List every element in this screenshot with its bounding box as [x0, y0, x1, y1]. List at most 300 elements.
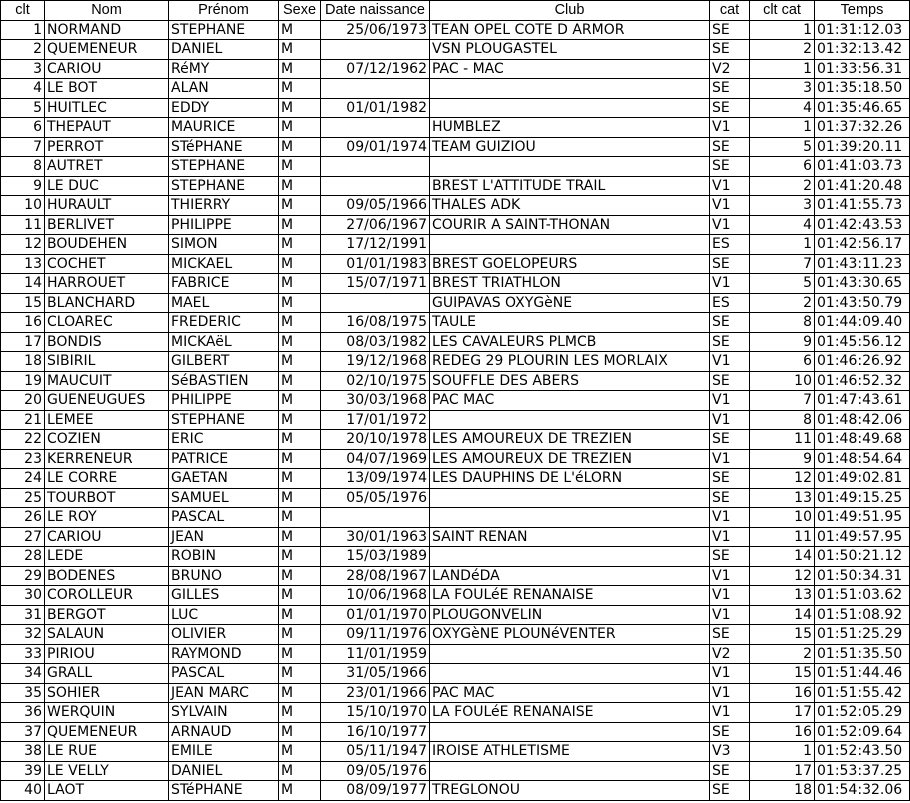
- cell-clt-cat: 6: [750, 157, 815, 177]
- cell-date-naissance: 30/03/1968: [321, 391, 430, 411]
- cell-prenom: RéMY: [169, 59, 279, 79]
- cell-nom: HARROUET: [45, 274, 169, 294]
- cell-clt: 11: [1, 215, 45, 235]
- cell-sexe: M: [279, 469, 321, 489]
- header-clt-cat: clt cat: [750, 1, 815, 21]
- cell-prenom: GAETAN: [169, 469, 279, 489]
- cell-nom: HUITLEC: [45, 98, 169, 118]
- cell-prenom: FREDERIC: [169, 313, 279, 333]
- cell-nom: QUEMENEUR: [45, 722, 169, 742]
- table-row: [1, 20, 910, 40]
- header-sexe: Sexe: [279, 1, 321, 21]
- cell-date-naissance: 19/12/1968: [321, 352, 430, 372]
- cell-cat: V1: [710, 703, 750, 723]
- cell-clt-cat: 5: [750, 274, 815, 294]
- table-row: [1, 703, 910, 723]
- cell-cat: SE: [710, 430, 750, 450]
- cell-date-naissance: 01/01/1982: [321, 98, 430, 118]
- cell-date-naissance: 16/10/1977: [321, 722, 430, 742]
- cell-nom: LEDE: [45, 547, 169, 567]
- cell-club: THALES ADK: [430, 196, 710, 216]
- cell-nom: GUENEUGUES: [45, 391, 169, 411]
- cell-clt: 31: [1, 605, 45, 625]
- cell-clt-cat: 16: [750, 683, 815, 703]
- cell-clt-cat: 10: [750, 508, 815, 528]
- cell-club: BREST GOELOPEURS: [430, 254, 710, 274]
- cell-sexe: M: [279, 781, 321, 801]
- table-row: [1, 449, 910, 469]
- cell-nom: LE ROY: [45, 508, 169, 528]
- table-row: [1, 625, 910, 645]
- table-row: [1, 586, 910, 606]
- table-row: [1, 430, 910, 450]
- cell-temps: 01:48:49.68: [815, 430, 910, 450]
- cell-club: OXYGèNE PLOUNéVENTER: [430, 625, 710, 645]
- cell-clt-cat: 2: [750, 176, 815, 196]
- cell-temps: 01:45:56.12: [815, 332, 910, 352]
- cell-cat: ES: [710, 235, 750, 255]
- cell-cat: SE: [710, 469, 750, 489]
- cell-prenom: STEPHANE: [169, 20, 279, 40]
- cell-temps: 01:51:08.92: [815, 605, 910, 625]
- cell-date-naissance: 20/10/1978: [321, 430, 430, 450]
- cell-sexe: M: [279, 430, 321, 450]
- cell-clt-cat: 1: [750, 742, 815, 762]
- cell-clt: 2: [1, 40, 45, 60]
- table-row: [1, 488, 910, 508]
- cell-temps: 01:46:52.32: [815, 371, 910, 391]
- cell-date-naissance: 16/08/1975: [321, 313, 430, 333]
- cell-clt-cat: 3: [750, 79, 815, 99]
- cell-club: PAC - MAC: [430, 59, 710, 79]
- cell-date-naissance: 31/05/1966: [321, 664, 430, 684]
- cell-clt-cat: 6: [750, 352, 815, 372]
- cell-clt: 28: [1, 547, 45, 567]
- cell-prenom: GILLES: [169, 586, 279, 606]
- cell-club: [430, 488, 710, 508]
- cell-clt-cat: 9: [750, 332, 815, 352]
- cell-clt-cat: 13: [750, 586, 815, 606]
- cell-prenom: OLIVIER: [169, 625, 279, 645]
- cell-sexe: M: [279, 449, 321, 469]
- cell-club: LA FOULéE RENANAISE: [430, 586, 710, 606]
- cell-clt-cat: 1: [750, 118, 815, 138]
- cell-clt: 9: [1, 176, 45, 196]
- cell-prenom: PHILIPPE: [169, 391, 279, 411]
- cell-temps: 01:33:56.31: [815, 59, 910, 79]
- cell-nom: SOHIER: [45, 683, 169, 703]
- cell-sexe: M: [279, 683, 321, 703]
- cell-temps: 01:43:30.65: [815, 274, 910, 294]
- cell-clt-cat: 8: [750, 410, 815, 430]
- cell-cat: SE: [710, 781, 750, 801]
- cell-nom: BERGOT: [45, 605, 169, 625]
- cell-date-naissance: 09/05/1976: [321, 761, 430, 781]
- cell-date-naissance: 10/06/1968: [321, 586, 430, 606]
- cell-clt: 7: [1, 137, 45, 157]
- cell-sexe: M: [279, 137, 321, 157]
- table-row: [1, 176, 910, 196]
- cell-date-naissance: [321, 176, 430, 196]
- cell-clt: 33: [1, 644, 45, 664]
- cell-sexe: M: [279, 196, 321, 216]
- cell-prenom: STéPHANE: [169, 781, 279, 801]
- cell-clt-cat: 16: [750, 722, 815, 742]
- cell-cat: SE: [710, 313, 750, 333]
- cell-prenom: MICKAëL: [169, 332, 279, 352]
- cell-clt-cat: 10: [750, 371, 815, 391]
- cell-sexe: M: [279, 527, 321, 547]
- cell-nom: SALAUN: [45, 625, 169, 645]
- cell-date-naissance: 08/09/1977: [321, 781, 430, 801]
- cell-date-naissance: 13/09/1974: [321, 469, 430, 489]
- cell-prenom: STEPHANE: [169, 157, 279, 177]
- cell-prenom: GILBERT: [169, 352, 279, 372]
- cell-cat: SE: [710, 547, 750, 567]
- cell-clt: 36: [1, 703, 45, 723]
- cell-date-naissance: 25/06/1973: [321, 20, 430, 40]
- cell-nom: PIRIOU: [45, 644, 169, 664]
- cell-sexe: M: [279, 547, 321, 567]
- cell-temps: 01:35:46.65: [815, 98, 910, 118]
- cell-prenom: SYLVAIN: [169, 703, 279, 723]
- cell-prenom: EMILE: [169, 742, 279, 762]
- cell-club: TEAM GUIZIOU: [430, 137, 710, 157]
- cell-sexe: M: [279, 293, 321, 313]
- table-row: [1, 664, 910, 684]
- cell-club: PAC MAC: [430, 683, 710, 703]
- cell-date-naissance: 08/03/1982: [321, 332, 430, 352]
- table-row: [1, 293, 910, 313]
- cell-date-naissance: 17/12/1991: [321, 235, 430, 255]
- cell-prenom: EDDY: [169, 98, 279, 118]
- cell-sexe: M: [279, 157, 321, 177]
- cell-sexe: M: [279, 215, 321, 235]
- cell-clt-cat: 7: [750, 391, 815, 411]
- cell-clt-cat: 9: [750, 449, 815, 469]
- cell-prenom: SIMON: [169, 235, 279, 255]
- cell-clt: 38: [1, 742, 45, 762]
- cell-clt-cat: 12: [750, 469, 815, 489]
- cell-club: LES DAUPHINS DE L'éLORN: [430, 469, 710, 489]
- cell-sexe: M: [279, 40, 321, 60]
- table-row: [1, 313, 910, 333]
- cell-clt-cat: 12: [750, 566, 815, 586]
- cell-cat: V1: [710, 664, 750, 684]
- cell-temps: 01:50:21.12: [815, 547, 910, 567]
- table-row: [1, 352, 910, 372]
- header-prenom: Prénom: [169, 1, 279, 21]
- cell-sexe: M: [279, 79, 321, 99]
- cell-sexe: M: [279, 254, 321, 274]
- cell-clt: 27: [1, 527, 45, 547]
- table-row: [1, 235, 910, 255]
- cell-club: [430, 410, 710, 430]
- cell-temps: 01:50:34.31: [815, 566, 910, 586]
- cell-date-naissance: 17/01/1972: [321, 410, 430, 430]
- cell-date-naissance: 09/11/1976: [321, 625, 430, 645]
- cell-cat: V1: [710, 566, 750, 586]
- cell-sexe: M: [279, 176, 321, 196]
- cell-temps: 01:39:20.11: [815, 137, 910, 157]
- cell-club: REDEG 29 PLOURIN LES MORLAIX: [430, 352, 710, 372]
- cell-cat: SE: [710, 137, 750, 157]
- cell-temps: 01:52:05.29: [815, 703, 910, 723]
- cell-temps: 01:42:43.53: [815, 215, 910, 235]
- cell-nom: COCHET: [45, 254, 169, 274]
- cell-cat: SE: [710, 254, 750, 274]
- cell-prenom: STEPHANE: [169, 410, 279, 430]
- cell-clt: 24: [1, 469, 45, 489]
- cell-nom: HURAULT: [45, 196, 169, 216]
- cell-clt: 17: [1, 332, 45, 352]
- cell-nom: LE BOT: [45, 79, 169, 99]
- cell-clt-cat: 3: [750, 196, 815, 216]
- cell-clt-cat: 13: [750, 488, 815, 508]
- header-temps: Temps: [815, 1, 910, 21]
- cell-cat: V1: [710, 605, 750, 625]
- cell-temps: 01:41:20.48: [815, 176, 910, 196]
- cell-date-naissance: 04/07/1969: [321, 449, 430, 469]
- cell-nom: BERLIVET: [45, 215, 169, 235]
- cell-club: PAC MAC: [430, 391, 710, 411]
- cell-cat: SE: [710, 20, 750, 40]
- cell-prenom: DANIEL: [169, 40, 279, 60]
- cell-clt: 3: [1, 59, 45, 79]
- cell-prenom: MICKAEL: [169, 254, 279, 274]
- cell-cat: V2: [710, 644, 750, 664]
- cell-sexe: M: [279, 761, 321, 781]
- cell-temps: 01:51:35.50: [815, 644, 910, 664]
- cell-clt-cat: 15: [750, 625, 815, 645]
- cell-temps: 01:41:03.73: [815, 157, 910, 177]
- cell-club: [430, 722, 710, 742]
- cell-clt-cat: 2: [750, 40, 815, 60]
- header-clt: clt: [1, 1, 45, 21]
- cell-nom: TOURBOT: [45, 488, 169, 508]
- cell-prenom: PASCAL: [169, 664, 279, 684]
- table-row: [1, 527, 910, 547]
- cell-prenom: PASCAL: [169, 508, 279, 528]
- cell-prenom: PHILIPPE: [169, 215, 279, 235]
- cell-clt-cat: 11: [750, 527, 815, 547]
- cell-nom: SIBIRIL: [45, 352, 169, 372]
- table-row: [1, 59, 910, 79]
- cell-clt: 40: [1, 781, 45, 801]
- cell-club: [430, 547, 710, 567]
- cell-clt: 37: [1, 722, 45, 742]
- cell-clt: 1: [1, 20, 45, 40]
- cell-cat: SE: [710, 157, 750, 177]
- cell-date-naissance: 30/01/1963: [321, 527, 430, 547]
- cell-date-naissance: 15/07/1971: [321, 274, 430, 294]
- cell-clt: 26: [1, 508, 45, 528]
- cell-nom: BONDIS: [45, 332, 169, 352]
- cell-club: [430, 664, 710, 684]
- cell-cat: ES: [710, 293, 750, 313]
- cell-cat: SE: [710, 98, 750, 118]
- cell-club: TAULE: [430, 313, 710, 333]
- cell-date-naissance: [321, 508, 430, 528]
- cell-clt: 34: [1, 664, 45, 684]
- cell-sexe: M: [279, 274, 321, 294]
- cell-temps: 01:54:32.06: [815, 781, 910, 801]
- cell-clt-cat: 14: [750, 605, 815, 625]
- cell-clt: 30: [1, 586, 45, 606]
- cell-sexe: M: [279, 118, 321, 138]
- cell-cat: V1: [710, 118, 750, 138]
- cell-club: SAINT RENAN: [430, 527, 710, 547]
- cell-cat: V1: [710, 683, 750, 703]
- cell-clt: 16: [1, 313, 45, 333]
- cell-clt: 6: [1, 118, 45, 138]
- cell-nom: BOUDEHEN: [45, 235, 169, 255]
- cell-clt-cat: 11: [750, 430, 815, 450]
- cell-clt: 20: [1, 391, 45, 411]
- cell-sexe: M: [279, 410, 321, 430]
- cell-cat: SE: [710, 761, 750, 781]
- cell-prenom: MAURICE: [169, 118, 279, 138]
- cell-prenom: SAMUEL: [169, 488, 279, 508]
- cell-club: BREST L'ATTITUDE TRAIL: [430, 176, 710, 196]
- cell-clt: 19: [1, 371, 45, 391]
- table-row: [1, 196, 910, 216]
- table-row: [1, 157, 910, 177]
- cell-clt-cat: 14: [750, 547, 815, 567]
- cell-prenom: STEPHANE: [169, 176, 279, 196]
- cell-temps: 01:35:18.50: [815, 79, 910, 99]
- cell-nom: COZIEN: [45, 430, 169, 450]
- cell-cat: V1: [710, 352, 750, 372]
- cell-clt: 25: [1, 488, 45, 508]
- cell-sexe: M: [279, 20, 321, 40]
- table-row: [1, 722, 910, 742]
- cell-sexe: M: [279, 703, 321, 723]
- cell-club: LA FOULéE RENANAISE: [430, 703, 710, 723]
- cell-prenom: THIERRY: [169, 196, 279, 216]
- cell-sexe: M: [279, 742, 321, 762]
- cell-nom: LE CORRE: [45, 469, 169, 489]
- cell-club: LES CAVALEURS PLMCB: [430, 332, 710, 352]
- cell-club: PLOUGONVELIN: [430, 605, 710, 625]
- cell-nom: QUEMENEUR: [45, 40, 169, 60]
- cell-temps: 01:37:32.26: [815, 118, 910, 138]
- cell-prenom: ERIC: [169, 430, 279, 450]
- cell-temps: 01:43:11.23: [815, 254, 910, 274]
- cell-cat: V1: [710, 274, 750, 294]
- cell-sexe: M: [279, 722, 321, 742]
- cell-temps: 01:51:03.62: [815, 586, 910, 606]
- table-row: [1, 781, 910, 801]
- cell-clt: 22: [1, 430, 45, 450]
- table-row: [1, 332, 910, 352]
- cell-sexe: M: [279, 391, 321, 411]
- cell-clt-cat: 1: [750, 235, 815, 255]
- table-row: [1, 254, 910, 274]
- cell-cat: V3: [710, 742, 750, 762]
- cell-prenom: STéPHANE: [169, 137, 279, 157]
- cell-cat: SE: [710, 488, 750, 508]
- cell-date-naissance: [321, 79, 430, 99]
- table-row: [1, 547, 910, 567]
- cell-temps: 01:44:09.40: [815, 313, 910, 333]
- cell-nom: PERROT: [45, 137, 169, 157]
- table-row: [1, 118, 910, 138]
- cell-date-naissance: [321, 157, 430, 177]
- cell-clt-cat: 5: [750, 137, 815, 157]
- cell-sexe: M: [279, 371, 321, 391]
- cell-clt: 39: [1, 761, 45, 781]
- cell-clt-cat: 7: [750, 254, 815, 274]
- cell-club: [430, 98, 710, 118]
- cell-sexe: M: [279, 235, 321, 255]
- cell-clt-cat: 17: [750, 703, 815, 723]
- cell-club: [430, 508, 710, 528]
- header-club: Club: [430, 1, 710, 21]
- cell-nom: BLANCHARD: [45, 293, 169, 313]
- cell-club: [430, 79, 710, 99]
- cell-date-naissance: 23/01/1966: [321, 683, 430, 703]
- cell-club: SOUFFLE DES ABERS: [430, 371, 710, 391]
- cell-prenom: BRUNO: [169, 566, 279, 586]
- cell-temps: 01:31:12.03: [815, 20, 910, 40]
- cell-nom: CARIOU: [45, 59, 169, 79]
- cell-cat: SE: [710, 40, 750, 60]
- cell-prenom: PATRICE: [169, 449, 279, 469]
- cell-club: COURIR A SAINT-THONAN: [430, 215, 710, 235]
- table-row: [1, 683, 910, 703]
- cell-nom: LE RUE: [45, 742, 169, 762]
- cell-date-naissance: 07/12/1962: [321, 59, 430, 79]
- cell-temps: 01:51:44.46: [815, 664, 910, 684]
- cell-cat: V1: [710, 527, 750, 547]
- header-cat: cat: [710, 1, 750, 21]
- cell-clt: 5: [1, 98, 45, 118]
- cell-date-naissance: [321, 293, 430, 313]
- cell-club: LES AMOUREUX DE TREZIEN: [430, 430, 710, 450]
- cell-clt-cat: 2: [750, 293, 815, 313]
- cell-clt: 8: [1, 157, 45, 177]
- cell-temps: 01:48:54.64: [815, 449, 910, 469]
- table-row: [1, 761, 910, 781]
- cell-clt: 35: [1, 683, 45, 703]
- cell-sexe: M: [279, 508, 321, 528]
- cell-club: TEAN OPEL COTE D ARMOR: [430, 20, 710, 40]
- cell-temps: 01:48:42.06: [815, 410, 910, 430]
- cell-clt-cat: 15: [750, 664, 815, 684]
- header-row: [1, 1, 910, 21]
- cell-cat: V1: [710, 196, 750, 216]
- cell-nom: LE DUC: [45, 176, 169, 196]
- cell-sexe: M: [279, 625, 321, 645]
- cell-cat: V1: [710, 508, 750, 528]
- cell-date-naissance: 09/05/1966: [321, 196, 430, 216]
- table-row: [1, 566, 910, 586]
- cell-prenom: MAEL: [169, 293, 279, 313]
- cell-sexe: M: [279, 664, 321, 684]
- cell-date-naissance: 01/01/1970: [321, 605, 430, 625]
- table-row: [1, 742, 910, 762]
- cell-temps: 01:47:43.61: [815, 391, 910, 411]
- cell-temps: 01:42:56.17: [815, 235, 910, 255]
- cell-clt: 4: [1, 79, 45, 99]
- header-date-naissance: Date naissance: [321, 1, 430, 21]
- cell-nom: CARIOU: [45, 527, 169, 547]
- table-row: [1, 371, 910, 391]
- cell-clt: 23: [1, 449, 45, 469]
- cell-nom: WERQUIN: [45, 703, 169, 723]
- cell-nom: LAOT: [45, 781, 169, 801]
